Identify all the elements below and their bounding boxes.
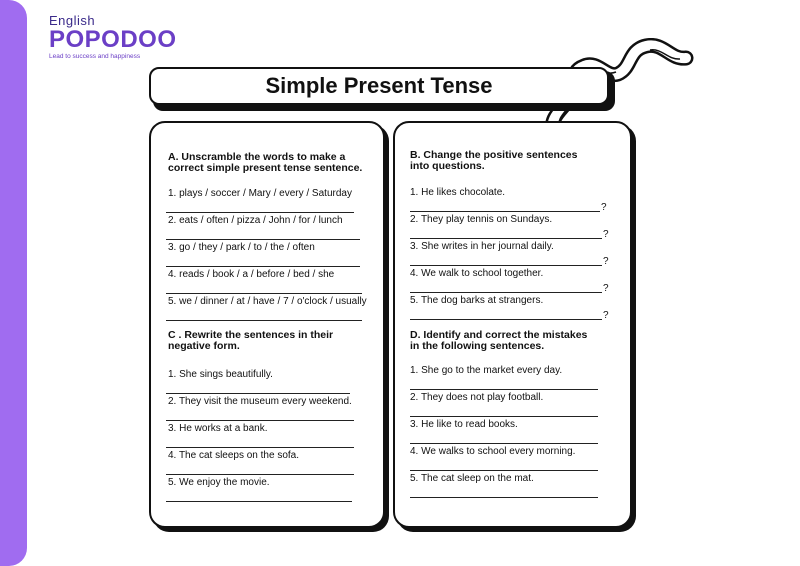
right-card: [393, 121, 632, 528]
section-d-answer-line[interactable]: [410, 497, 598, 498]
section-a-answer-line[interactable]: [166, 239, 360, 240]
section-a-item: 1. plays / soccer / Mary / every / Saturday: [168, 188, 352, 199]
section-c-answer-line[interactable]: [166, 501, 352, 502]
page-title: Simple Present Tense: [265, 73, 493, 98]
section-a-answer-line[interactable]: [166, 212, 354, 213]
section-a-item: 3. go / they / park / to / the / often: [168, 242, 315, 253]
section-c-answer-line[interactable]: [166, 447, 354, 448]
section-b-item: 3. She writes in her journal daily.: [410, 241, 554, 252]
section-a-item: 2. eats / often / pizza / John / for / lunch: [168, 215, 343, 226]
section-a-answer-line[interactable]: [166, 266, 360, 267]
section-b-item: 2. They play tennis on Sundays.: [410, 214, 553, 225]
section-d-answer-line[interactable]: [410, 443, 598, 444]
left-card: [149, 121, 385, 528]
section-a-title: A. Unscramble the words to make a correct simple present tense sentence.: [168, 151, 363, 174]
section-b-answer-line[interactable]: [410, 319, 602, 320]
section-b-answer-line[interactable]: [410, 265, 602, 266]
section-d-item: 2. They does not play football.: [410, 392, 544, 403]
section-c-answer-line[interactable]: [166, 420, 354, 421]
brand-name-main: POPODOO: [49, 26, 177, 53]
side-accent-bar: [0, 0, 27, 566]
section-d-answer-line[interactable]: [410, 416, 598, 417]
question-mark: ?: [601, 202, 607, 213]
title-banner: [149, 67, 609, 105]
section-a-answer-line[interactable]: [166, 293, 362, 294]
question-mark: ?: [603, 283, 609, 294]
section-b-title: B. Change the positive sentences into questions.: [410, 149, 578, 172]
section-d-title: D. Identify and correct the mistakes in the following sentences.: [410, 329, 588, 352]
section-c-item: 2. They visit the museum every weekend.: [168, 396, 352, 407]
section-d-item: 3. He like to read books.: [410, 419, 518, 430]
section-d-answer-line[interactable]: [410, 470, 598, 471]
section-c-title: C . Rewrite the sentences in their negative form.: [168, 329, 334, 352]
question-mark: ?: [603, 229, 609, 240]
section-c-item: 4. The cat sleeps on the sofa.: [168, 450, 300, 461]
section-d-answer-line[interactable]: [410, 389, 598, 390]
section-d-item: 5. The cat sleep on the mat.: [410, 473, 534, 484]
section-a-item: 4. reads / book / a / before / bed / she: [168, 269, 335, 280]
section-d-item: 1. She go to the market every day.: [410, 365, 563, 376]
section-b-answer-line[interactable]: [410, 292, 602, 293]
section-c-item: 1. She sings beautifully.: [168, 369, 273, 380]
section-c-answer-line[interactable]: [166, 474, 354, 475]
section-b-item: 4. We walk to school together.: [410, 268, 544, 279]
section-b-answer-line[interactable]: [410, 211, 600, 212]
brand-name-top: English: [49, 13, 96, 28]
question-mark: ?: [603, 310, 609, 321]
section-b-item: 1. He likes chocolate.: [410, 187, 506, 198]
section-a-answer-line[interactable]: [166, 320, 362, 321]
section-c-answer-line[interactable]: [166, 393, 350, 394]
section-b-item: 5. The dog barks at strangers.: [410, 295, 544, 306]
section-a-item: 5. we / dinner / at / have / 7 / o'clock / usually: [168, 296, 367, 307]
section-b-answer-line[interactable]: [410, 238, 602, 239]
question-mark: ?: [603, 256, 609, 267]
section-c-item: 5. We enjoy the movie.: [168, 477, 270, 488]
section-c-item: 3. He works at a bank.: [168, 423, 268, 434]
brand-logo: [49, 14, 177, 61]
section-d-item: 4. We walks to school every morning.: [410, 446, 576, 457]
brand-tagline: Lead to success and happiness: [49, 53, 141, 60]
